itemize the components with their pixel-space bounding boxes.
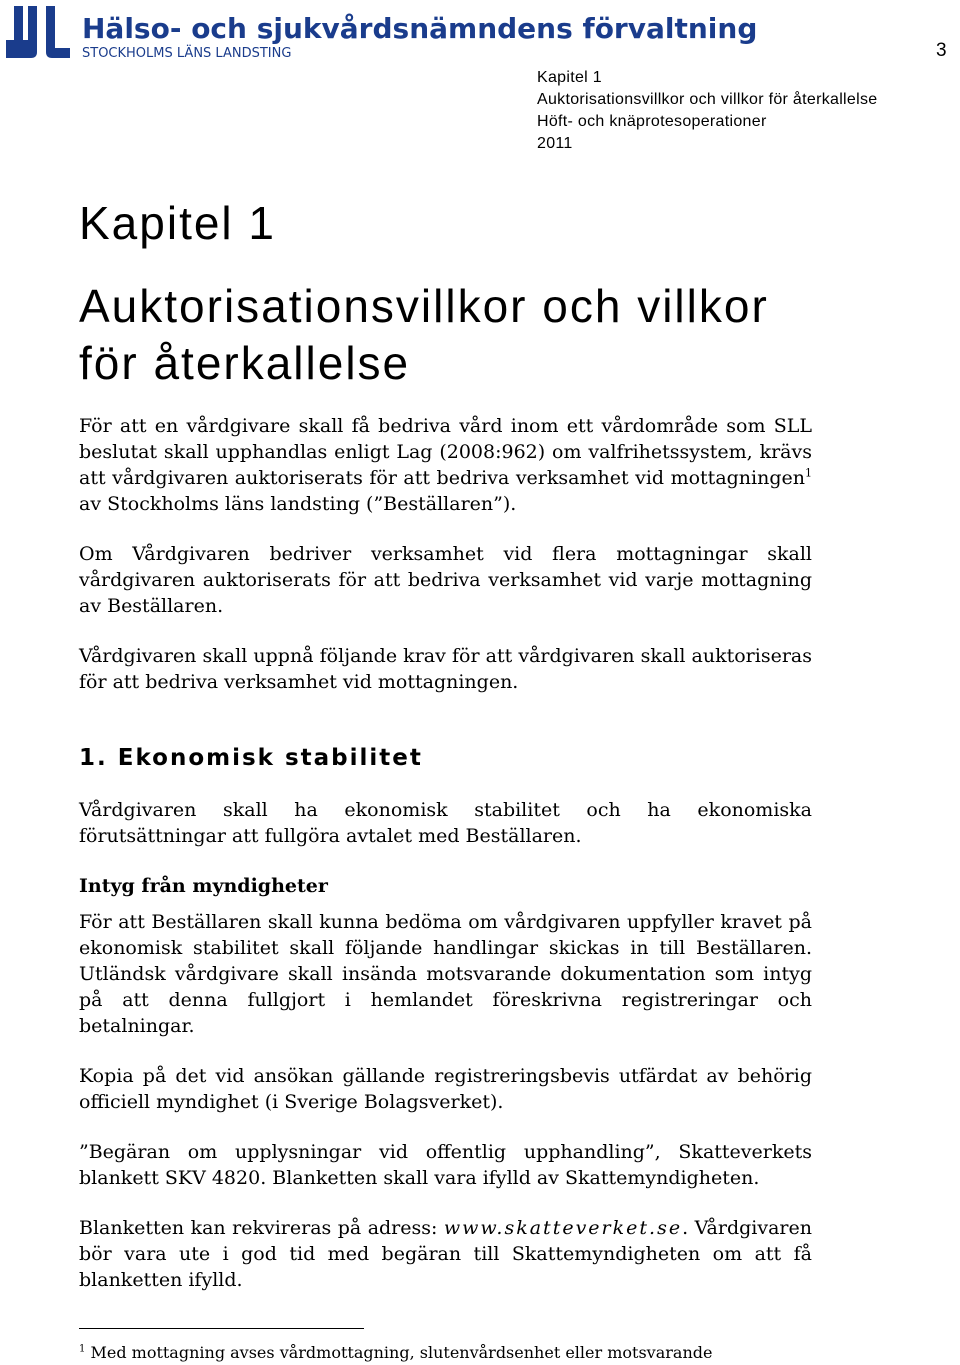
organization-name: Hälso- och sjukvårdsnämndens förvaltning xyxy=(82,12,758,45)
sll-logo-icon xyxy=(6,6,72,60)
document-body xyxy=(79,413,812,1317)
paragraph: Kopia på det vid ansökan gällande registreringsbevis utfärdat av behörig officiell myndighet (i Sverige Bolagsverket). xyxy=(79,1065,812,1113)
sub-heading: Intyg från myndigheter xyxy=(79,875,328,897)
intro-paragraph xyxy=(79,413,812,517)
footnote-divider xyxy=(79,1328,364,1329)
paragraph: ”Begäran om upplysningar vid offentlig upphandling”, Skatteverkets blankett SKV 4820. Blanketten skall vara ifylld av Skattemyndigheten. xyxy=(79,1141,812,1189)
footnote-text: Med mottagning avses vårdmottagning, slutenvårdsenhet eller motsvarande xyxy=(85,1343,713,1362)
running-header-line: 2011 xyxy=(537,135,573,152)
document-title: Auktorisationsvillkor och villkor för återkallelse xyxy=(79,280,769,389)
running-header-line: Höft- och knäprotesoperationer xyxy=(537,113,767,130)
organization-subtitle: STOCKHOLMS LÄNS LANDSTING xyxy=(82,46,292,61)
paragraph: Om Vårdgivaren bedriver verksamhet vid flera mottagningar skall vårdgivaren auktoriserats för att bedriva verksamhet vid varje mottagning av Beställaren. xyxy=(79,543,812,617)
paragraph: Vårdgivaren skall uppnå följande krav för att vårdgivaren skall auktoriseras för att bedriva verksamhet vid mottagningen. xyxy=(79,645,812,693)
chapter-heading: Kapitel 1 xyxy=(79,197,277,249)
paragraph-text: Blanketten kan rekvireras på adress: xyxy=(79,1217,444,1239)
paragraph xyxy=(79,1215,812,1293)
running-header-line: Auktorisationsvillkor och villkor för återkallelse xyxy=(537,91,878,108)
skatteverket-link[interactable]: www.skatteverket.se xyxy=(443,1217,683,1239)
running-header xyxy=(537,67,877,155)
page-number: 3 xyxy=(936,40,947,61)
footnote xyxy=(79,1342,879,1364)
intro-text: För att en vårdgivare skall få bedriva vård inom ett vårdområde som SLL beslutat skall upphandlas enligt Lag (2008:962) om valfrihetssystem, krävs att vårdgivaren auktoriserats för att bedriva verksamhet vid mottagningen xyxy=(79,415,812,489)
paragraph-text-continued: . Vårdgivaren bör vara ute i god tid med begäran till Skattemyndigheten om att få blanketten ifylld. xyxy=(79,1217,812,1291)
running-header-line: Kapitel 1 xyxy=(537,69,602,86)
footnote-reference[interactable]: 1 xyxy=(805,466,812,480)
section-heading: 1. Ekonomisk stabilitet xyxy=(79,745,423,771)
footnote-marker: 1 xyxy=(79,1343,86,1355)
organization-logo xyxy=(6,6,758,61)
intro-text-continued: av Stockholms läns landsting (”Beställaren”). xyxy=(79,493,517,515)
paragraph: För att Beställaren skall kunna bedöma om vårdgivaren uppfyller kravet på ekonomisk stabilitet skall följande handlingar skickas in till Beställaren. Utländsk vårdgivare skall insända motsvarande dokumentation som intyg på att denna fullgjort i hemlandet föreskrivna registreringar och betalningar. xyxy=(79,911,812,1037)
paragraph: Vårdgivaren skall ha ekonomisk stabilitet och ha ekonomiska förutsättningar att fullgöra avtalet med Beställaren. xyxy=(79,799,812,847)
